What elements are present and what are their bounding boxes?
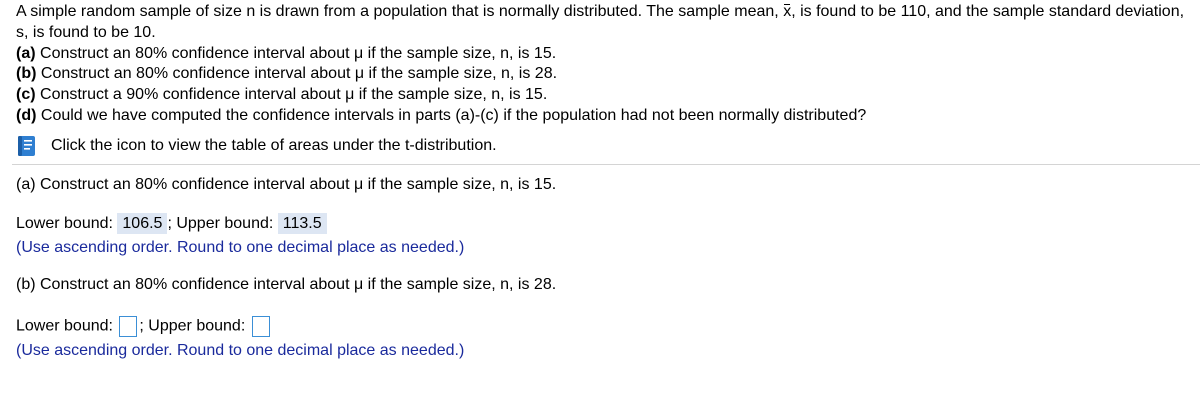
x-bar-symbol: x xyxy=(783,2,791,23)
part-a-answer-row xyxy=(16,214,327,234)
intro-text-2: , is found to be 110, and the sample standard deviation, s, is found to be 10. xyxy=(16,3,1185,41)
lower-bound-input[interactable] xyxy=(119,316,137,337)
lower-bound-label: Lower bound: xyxy=(16,317,118,335)
part-b-answer-row xyxy=(16,316,272,337)
part-b-hint: (Use ascending order. Round to one decimal place as needed.) xyxy=(16,342,465,359)
t-table-link-row xyxy=(16,135,1196,157)
part-text: Construct an 80% confidence interval about μ if the sample size, n, is 28. xyxy=(36,65,558,83)
part-label: (b) xyxy=(16,65,37,83)
part-text: Construct an 80% confidence interval about μ if the sample size, n, is 15. xyxy=(35,44,557,62)
part-b-heading: (b) Construct an 80% confidence interval about μ if the sample size, n, is 28. xyxy=(16,276,557,293)
upper-bound-label: ; Upper bound: xyxy=(139,317,250,335)
intro-text-1: A simple random sample of size n is drawn from a population that is normally distributed. The sample mean, xyxy=(16,3,784,20)
divider xyxy=(12,164,1200,165)
part-a-hint: (Use ascending order. Round to one decimal place as needed.) xyxy=(16,239,465,256)
part-d-prompt xyxy=(16,106,1196,127)
part-a-prompt xyxy=(16,44,1196,65)
upper-bound-input[interactable] xyxy=(252,316,270,337)
icon-hint-text: Click the icon to view the table of areas under the t-distribution. xyxy=(51,136,497,154)
upper-bound-answer: 113.5 xyxy=(278,213,327,234)
part-label: (c) xyxy=(16,86,36,104)
upper-bound-label: ; Upper bound: xyxy=(167,215,278,232)
part-text: Could we have computed the confidence intervals in parts (a)-(c) if the population had not been normally distributed? xyxy=(36,106,867,124)
part-label: (d) xyxy=(16,106,37,124)
lower-bound-answer: 106.5 xyxy=(117,213,167,234)
part-c-prompt xyxy=(16,85,1196,106)
part-b-prompt xyxy=(16,64,1196,85)
part-text: Construct a 90% confidence interval about μ if the sample size, n, is 15. xyxy=(35,86,548,104)
lower-bound-label: Lower bound: xyxy=(16,215,118,232)
problem-statement xyxy=(16,2,1196,157)
part-a-heading: (a) Construct an 80% confidence interval about μ if the sample size, n, is 15. xyxy=(16,176,557,193)
book-icon[interactable] xyxy=(16,135,38,157)
part-label: (a) xyxy=(16,44,36,62)
problem-intro xyxy=(16,2,1196,44)
